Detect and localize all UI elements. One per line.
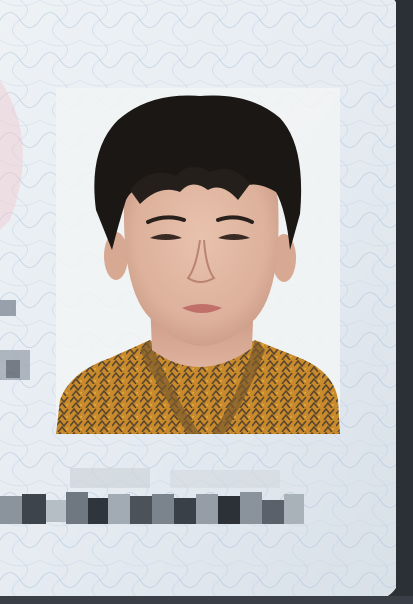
left-ear bbox=[104, 232, 128, 280]
card-bottom-edge bbox=[0, 596, 413, 604]
card-edge-shadow bbox=[396, 0, 413, 604]
